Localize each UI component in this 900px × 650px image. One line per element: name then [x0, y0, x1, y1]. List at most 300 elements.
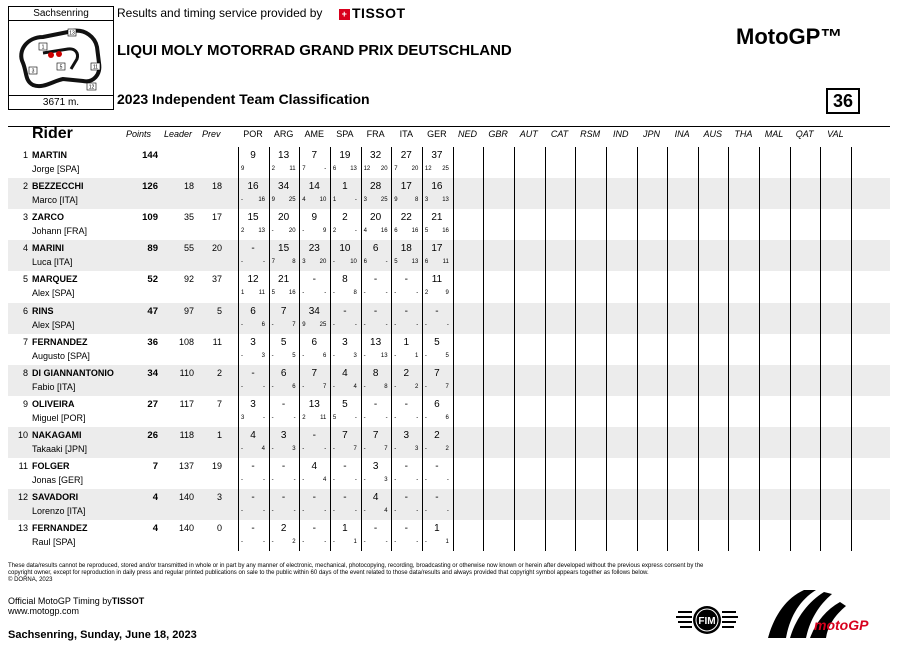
gp-split-arg: [269, 508, 299, 516]
col-header-rider: Rider: [32, 125, 73, 142]
gp-split-spa: [330, 290, 360, 298]
gp-sprint-points: 1: [241, 290, 245, 297]
gp-points-arg: 5: [280, 336, 287, 348]
gp-points-fra: -: [373, 523, 378, 535]
gp-sprint-points: 12: [363, 166, 371, 172]
grid-line: [545, 147, 546, 551]
gp-points-ita: 1: [403, 336, 410, 348]
grid-line: [790, 147, 791, 551]
gp-points-ame: -: [312, 492, 316, 504]
col-header-gp-ita: ITA: [399, 129, 413, 139]
gp-race-points: 13: [442, 197, 449, 204]
gp-split-arg: [269, 539, 299, 547]
gp-split-ger: [422, 353, 452, 361]
gp-sprint-points: 7: [394, 166, 398, 172]
gp-points-ame: 7: [311, 367, 318, 379]
gp-split-por: [238, 446, 268, 454]
gp-split-por: [238, 322, 268, 330]
gp-points-fra: -: [373, 274, 378, 286]
gp-sprint-points: -: [394, 290, 397, 297]
gp-race-points: 20: [319, 259, 327, 266]
rider-points: 89: [147, 243, 158, 255]
gp-split-ame: [299, 166, 329, 174]
gp-sprint-points: -: [424, 477, 427, 483]
gp-points-spa: 8: [342, 274, 348, 286]
gp-points-fra: 32: [370, 150, 382, 161]
gp-split-spa: [330, 228, 360, 236]
rider-leader-gap: 97: [183, 305, 194, 316]
rider-surname: FERNANDEZ: [32, 523, 88, 534]
rider-surname: DI GIANNANTONIO: [32, 367, 114, 378]
gp-sprint-points: 9: [241, 166, 245, 172]
rider-points: 109: [142, 212, 158, 224]
gp-race-points: 13: [350, 166, 357, 172]
gp-points-arg: -: [281, 398, 286, 410]
gp-sprint-points: 7: [302, 166, 306, 172]
gp-sprint-points: -: [241, 477, 243, 483]
gp-points-spa: 1: [342, 523, 348, 535]
gp-race-points: -: [416, 321, 419, 328]
corner-label: 3: [31, 68, 35, 75]
gp-points-por: 16: [247, 181, 259, 193]
rider-leader-gap: 55: [183, 243, 194, 254]
rider-position: 4: [22, 243, 28, 254]
gp-split-ame: [299, 290, 329, 298]
rider-firstname: Alex [SPA]: [32, 319, 75, 330]
gp-split-ame: [299, 539, 329, 547]
gp-points-ame: 23: [308, 243, 320, 255]
rider-position: 5: [22, 274, 28, 285]
gp-sprint-points: -: [394, 383, 397, 390]
copyright-line: These data/results cannot be reproduced, stored and/or transmitted in whole or in part by any manner of electronic, mechanical, photocopying, recording, broadcasting or otherwise now known or herein after developed without the previous express consent by the: [8, 563, 704, 569]
gp-race-points: 16: [258, 197, 265, 204]
gp-split-spa: [330, 197, 360, 205]
gp-split-fra: [361, 384, 391, 392]
footer-date: Sachsenring, Sunday, June 18, 2023: [8, 629, 197, 641]
col-header-gp-ind: IND: [613, 129, 629, 139]
gp-split-fra: [361, 415, 391, 423]
gp-split-spa: [330, 166, 360, 174]
gp-race-points: 8: [414, 197, 419, 204]
rider-prev-gap: 7: [216, 398, 222, 409]
gp-race-points: 1: [414, 352, 419, 359]
gp-points-fra: 7: [372, 429, 379, 441]
gp-split-arg: [269, 197, 299, 205]
gp-points-ger: 11: [431, 274, 443, 286]
gp-points-ita: 27: [400, 150, 412, 161]
gp-race-points: -: [416, 414, 419, 421]
gp-points-ame: 13: [308, 398, 320, 410]
gp-race-points: 10: [319, 197, 327, 204]
gp-split-ger: [422, 508, 452, 516]
gp-sprint-points: 7: [271, 259, 275, 266]
rider-prev-gap: 19: [211, 461, 222, 471]
gp-sprint-points: -: [332, 321, 335, 328]
gp-race-points: 9: [322, 228, 327, 235]
col-header-gp-ina: INA: [674, 129, 690, 139]
gp-points-ame: -: [312, 429, 316, 441]
rider-position: 2: [22, 181, 28, 192]
gp-sprint-points: -: [271, 383, 274, 390]
gp-points-ame: 14: [308, 181, 320, 193]
rider-position: 7: [22, 336, 28, 347]
gp-sprint-points: -: [424, 508, 427, 515]
gp-split-ame: [299, 353, 329, 361]
rider-position: 8: [22, 367, 28, 378]
rider-prev-gap: 5: [216, 305, 222, 316]
gp-split-spa: [330, 446, 360, 454]
gp-sprint-points: -: [241, 197, 243, 204]
gp-points-por: -: [251, 243, 255, 255]
rider-points: 4: [152, 523, 158, 535]
rider-firstname: Alex [SPA]: [32, 288, 75, 299]
gp-race-points: -: [385, 290, 388, 297]
gp-sprint-points: -: [332, 539, 335, 546]
gp-points-ger: 37: [431, 150, 443, 161]
gp-race-points: -: [324, 290, 327, 297]
rider-firstname: Miguel [POR]: [32, 412, 86, 423]
corner-label: 13: [69, 30, 75, 37]
grid-line: [575, 147, 576, 551]
gp-split-por: [238, 228, 268, 236]
rider-surname: MARINI: [32, 243, 64, 254]
gp-sprint-points: -: [332, 383, 335, 390]
gp-sprint-points: 4: [363, 228, 367, 235]
gp-race-points: 7: [322, 383, 327, 390]
gp-race-points: 1: [353, 539, 357, 546]
gp-race-points: 3: [384, 477, 388, 483]
grid-line: [238, 147, 239, 551]
gp-split-ame: [299, 322, 329, 330]
gp-sprint-points: 9: [271, 197, 275, 204]
gp-race-points: -: [354, 197, 357, 204]
gp-split-spa: [330, 353, 360, 361]
rider-surname: RINS: [32, 305, 54, 316]
gp-points-por: 6: [250, 305, 256, 317]
gp-race-points: -: [354, 477, 357, 483]
gp-split-fra: [361, 197, 391, 205]
gp-race-points: 11: [442, 259, 449, 266]
gp-sprint-points: -: [363, 477, 366, 483]
col-header-gp-tha: THA: [734, 129, 753, 139]
gp-split-arg: [269, 290, 299, 298]
gp-sprint-points: 6: [363, 259, 367, 266]
grid-line: [820, 147, 821, 551]
gp-sprint-points: 6: [424, 259, 429, 266]
rider-points: 7: [152, 461, 158, 472]
gp-sprint-points: -: [363, 352, 366, 359]
rider-leader-gap: 18: [183, 181, 194, 192]
gp-split-por: [238, 384, 268, 392]
gp-sprint-points: -: [424, 445, 427, 452]
gp-split-fra: [361, 290, 391, 298]
gp-split-ita: [391, 228, 421, 236]
gp-split-ger: [422, 228, 452, 236]
col-header-gp-val: VAL: [827, 129, 844, 139]
grid-line: [483, 147, 484, 551]
gp-sprint-points: -: [271, 228, 274, 235]
gp-race-points: -: [354, 321, 357, 328]
rider-surname: NAKAGAMI: [32, 429, 82, 440]
gp-split-arg: [269, 322, 299, 330]
gp-points-ger: 5: [434, 336, 440, 348]
gp-sprint-points: 3: [302, 259, 306, 266]
gp-race-points: 6: [445, 414, 449, 421]
gp-split-ger: [422, 166, 452, 174]
rider-prev-gap: 3: [216, 492, 222, 503]
gp-race-points: -: [263, 383, 265, 390]
rider-surname: MARTIN: [32, 150, 67, 160]
gp-points-por: -: [251, 461, 255, 472]
gp-points-ger: 7: [434, 367, 440, 379]
gp-race-points: 9: [445, 290, 449, 297]
gp-race-points: 4: [261, 445, 265, 452]
rider-leader-gap: 35: [183, 212, 194, 223]
gp-sprint-points: -: [271, 352, 274, 359]
header-divider: [8, 126, 890, 127]
gp-split-fra: [361, 228, 391, 236]
gp-sprint-points: -: [241, 445, 243, 452]
rider-points: 47: [147, 305, 158, 317]
gp-race-points: 2: [414, 383, 419, 390]
gp-split-por: [238, 539, 268, 547]
gp-points-por: 3: [250, 336, 256, 348]
gp-race-points: -: [293, 414, 296, 421]
col-header-gp-gbr: GBR: [488, 129, 508, 139]
gp-sprint-points: -: [424, 383, 427, 390]
gp-race-points: 2: [292, 539, 296, 546]
col-header-gp-jpn: JPN: [642, 129, 660, 139]
gp-points-arg: 3: [280, 429, 287, 441]
gp-sprint-points: -: [363, 383, 366, 390]
gp-race-points: 3: [261, 352, 265, 359]
rider-points: 52: [147, 274, 158, 286]
gp-split-fra: [361, 508, 391, 516]
col-header-points: Points: [126, 129, 152, 139]
gp-split-arg: [269, 477, 299, 485]
gp-points-arg: -: [281, 461, 286, 472]
grid-line: [759, 147, 760, 551]
rider-prev-gap: 18: [211, 181, 222, 192]
rider-leader-gap: 117: [179, 398, 194, 409]
timing-credit-prefix: Official MotoGP Timing by: [8, 596, 112, 606]
gp-race-points: 16: [380, 228, 388, 235]
gp-race-points: 16: [442, 228, 449, 235]
gp-race-points: 13: [258, 228, 265, 235]
grid-line: [330, 147, 331, 551]
gp-sprint-points: 2: [271, 166, 275, 172]
gp-race-points: -: [416, 539, 419, 546]
gp-points-ger: 21: [431, 212, 443, 224]
gp-points-spa: 19: [339, 150, 351, 161]
gp-race-points: -: [263, 508, 265, 515]
gp-sprint-points: 5: [394, 259, 398, 266]
gp-race-points: 13: [380, 352, 388, 359]
gp-points-arg: 34: [278, 181, 290, 193]
grid-line: [728, 147, 729, 551]
website-link[interactable]: www.motogp.com: [8, 606, 80, 616]
rider-firstname: Johann [FRA]: [32, 226, 88, 237]
gp-sprint-points: 6: [394, 228, 398, 235]
rider-surname: OLIVEIRA: [32, 398, 75, 409]
gp-race-points: 3: [353, 352, 357, 359]
gp-sprint-points: -: [332, 508, 335, 515]
gp-race-points: 4: [384, 508, 388, 515]
gp-split-ita: [391, 384, 421, 392]
rider-leader-gap: 140: [178, 523, 194, 534]
gp-split-spa: [330, 322, 360, 330]
rider-position: 9: [22, 398, 28, 409]
rider-surname: MARQUEZ: [32, 274, 78, 285]
gp-split-ita: [391, 290, 421, 298]
gp-sprint-points: -: [271, 508, 274, 515]
gp-sprint-points: 5: [271, 290, 275, 297]
col-header-gp-por: POR: [243, 129, 263, 139]
rider-surname: BEZZECCHI: [32, 181, 84, 192]
gp-split-ita: [391, 477, 421, 485]
gp-race-points: 7: [445, 383, 449, 390]
grid-line: [453, 147, 454, 551]
rider-prev-gap: 37: [211, 274, 222, 285]
gp-split-por: [238, 290, 268, 298]
gp-race-points: 5: [445, 352, 449, 359]
gp-points-ita: -: [404, 274, 408, 286]
rider-leader-gap: 110: [179, 367, 194, 378]
gp-sprint-points: -: [394, 508, 397, 515]
col-header-gp-ned: NED: [457, 129, 477, 139]
gp-split-ita: [391, 322, 421, 330]
gp-points-ger: 16: [431, 181, 443, 193]
copyright-notice: [8, 563, 798, 584]
gp-points-ita: -: [404, 461, 408, 472]
gp-split-spa: [330, 415, 360, 423]
rider-firstname: Fabio [ITA]: [32, 381, 76, 392]
gp-split-ame: [299, 415, 329, 423]
gp-race-points: 7: [384, 445, 388, 452]
gp-sprint-points: -: [271, 321, 274, 328]
gp-sprint-points: 2: [241, 228, 245, 235]
gp-sprint-points: -: [241, 508, 243, 515]
gp-sprint-points: -: [302, 383, 305, 390]
gp-points-ita: 17: [400, 181, 412, 193]
gp-split-ger: [422, 446, 452, 454]
gp-points-arg: 13: [278, 150, 290, 161]
gp-sprint-points: 5: [424, 228, 429, 235]
provided-by-text: Results and timing service provided by: [117, 6, 323, 20]
gp-split-ger: [422, 322, 452, 330]
rider-position: 6: [22, 305, 28, 316]
gp-points-ger: -: [435, 305, 439, 317]
gp-race-points: -: [385, 321, 388, 328]
gp-points-spa: 1: [342, 181, 348, 193]
gp-sprint-points: -: [394, 477, 397, 483]
gp-points-por: 12: [247, 274, 259, 286]
gp-race-points: -: [324, 539, 327, 546]
gp-race-points: -: [293, 508, 296, 515]
event-title: LIQUI MOLY MOTORRAD GRAND PRIX DEUTSCHLAND: [117, 42, 512, 59]
gp-split-ita: [391, 166, 421, 174]
gp-points-ita: 2: [403, 367, 410, 379]
gp-points-spa: -: [343, 492, 347, 504]
grid-line: [606, 147, 607, 551]
gp-points-ita: -: [404, 492, 408, 504]
gp-race-points: 25: [319, 321, 327, 328]
timing-credit-brand: TISSOT: [111, 596, 145, 606]
tissot-logo-text: TISSOT: [352, 5, 406, 21]
gp-points-ger: 17: [431, 243, 443, 255]
gp-race-points: -: [324, 508, 327, 515]
gp-split-spa: [330, 508, 360, 516]
gp-sprint-points: -: [271, 414, 274, 421]
gp-points-ame: 9: [311, 212, 318, 224]
rider-firstname: Jonas [GER]: [32, 475, 84, 485]
rider-prev-gap: 2: [216, 367, 222, 378]
grid-line: [299, 147, 300, 551]
gp-split-ame: [299, 384, 329, 392]
rider-surname: SAVADORI: [32, 492, 79, 503]
fim-logo-text: FIM: [698, 616, 716, 627]
gp-sprint-points: -: [302, 352, 305, 359]
rider-leader-gap: 118: [179, 429, 194, 440]
gp-sprint-points: -: [271, 477, 274, 483]
gp-sprint-points: -: [363, 508, 366, 515]
gp-split-ita: [391, 446, 421, 454]
gp-split-arg: [269, 353, 299, 361]
rider-points: 4: [152, 492, 158, 504]
gp-split-fra: [361, 446, 391, 454]
grid-line: [514, 147, 515, 551]
gp-sprint-points: -: [302, 539, 305, 546]
gp-sprint-points: 9: [302, 321, 306, 328]
rider-surname: FOLGER: [32, 461, 70, 471]
gp-split-ger: [422, 539, 452, 547]
gp-split-ger: [422, 290, 452, 298]
gp-points-fra: -: [373, 305, 378, 317]
rider-points: 26: [147, 429, 158, 441]
gp-points-arg: 20: [278, 212, 290, 224]
gp-sprint-points: -: [241, 539, 243, 546]
gp-sprint-points: -: [271, 539, 274, 546]
gp-race-points: -: [354, 414, 357, 421]
gp-points-ame: 34: [308, 305, 320, 317]
gp-race-points: -: [416, 290, 419, 297]
gp-race-points: -: [385, 259, 388, 266]
gp-sprint-points: 12: [424, 166, 432, 172]
gp-race-points: -: [416, 508, 419, 515]
gp-sprint-points: -: [241, 259, 243, 266]
gp-split-fra: [361, 539, 391, 547]
gp-race-points: 11: [289, 166, 296, 172]
rider-position: 12: [17, 492, 28, 503]
gp-split-arg: [269, 166, 299, 174]
gp-race-points: -: [446, 477, 449, 483]
col-header-leader: Leader: [164, 129, 193, 139]
gp-split-spa: [330, 477, 360, 485]
gp-sprint-points: -: [363, 539, 366, 546]
rider-leader-gap: 92: [183, 274, 194, 285]
gp-sprint-points: 4: [302, 197, 306, 204]
gp-points-por: -: [251, 367, 255, 379]
gp-race-points: 7: [353, 445, 357, 452]
col-header-gp-arg: ARG: [273, 129, 294, 139]
col-header-gp-rsm: RSM: [580, 129, 601, 139]
gp-split-ita: [391, 197, 421, 205]
gp-sprint-points: -: [332, 290, 335, 297]
rider-leader-gap: 140: [178, 492, 194, 503]
gp-points-spa: 5: [342, 398, 348, 410]
gp-sprint-points: -: [424, 414, 427, 421]
gp-sprint-points: 1: [332, 197, 337, 204]
